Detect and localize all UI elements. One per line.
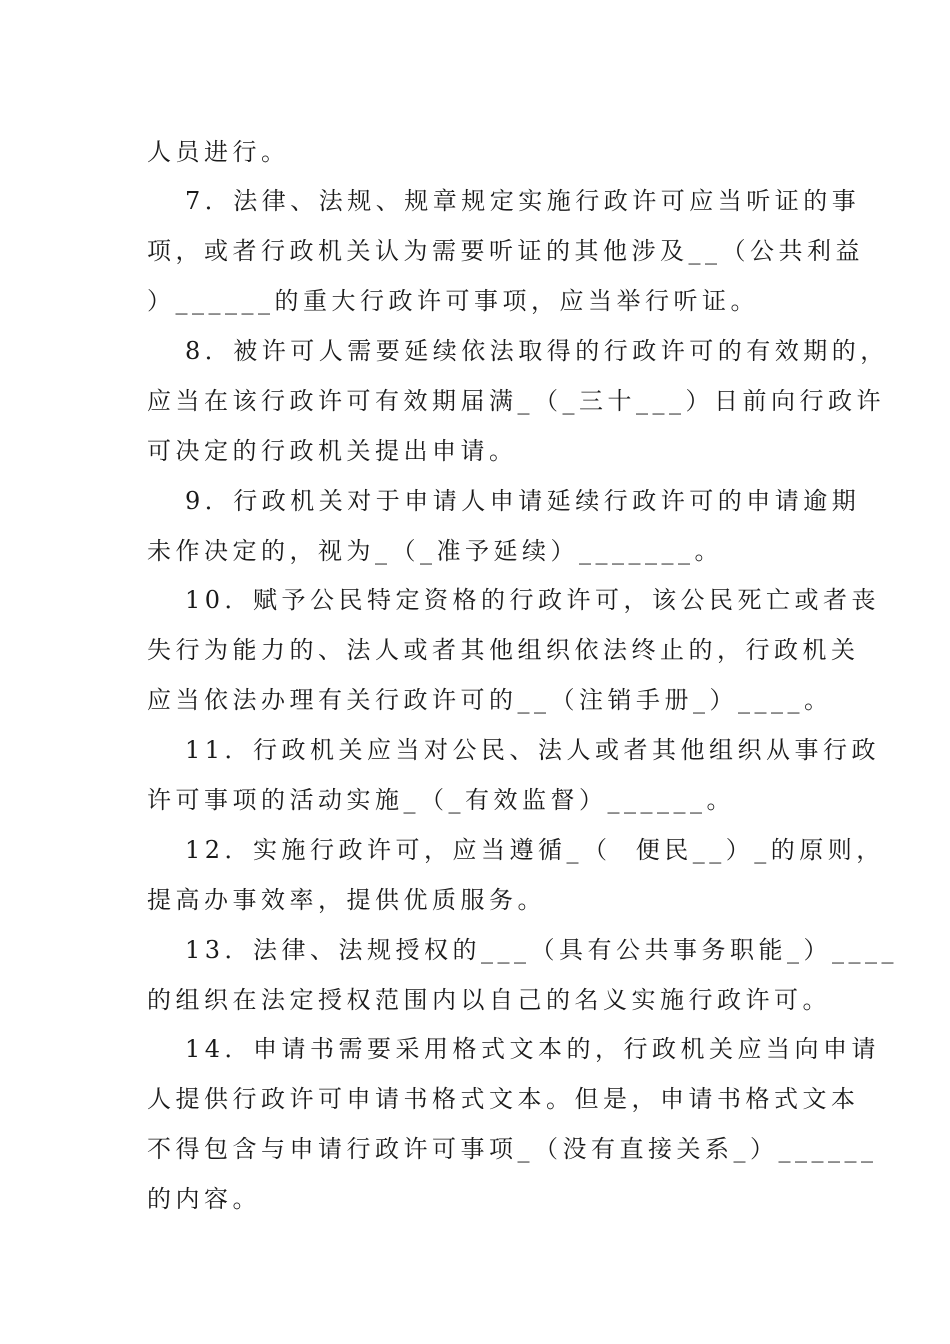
item-8-line-2: 应当在该行政许可有效期届满_（_三十___）日前向行政许: [147, 387, 885, 415]
item-7-line-1: 7．法律、法规、规章规定实施行政许可应当听证的事: [185, 187, 861, 215]
item-13-line-1: 13．法律、法规授权的___（具有公共事务职能_）____: [185, 936, 899, 964]
item-10-line-3: 应当依法办理有关行政许可的__（注销手册_）____。: [147, 686, 833, 714]
item-8-line-1: 8．被许可人需要延续依法取得的行政许可的有效期的，: [185, 337, 889, 365]
item-14-line-4: 的内容。: [147, 1185, 261, 1213]
item-14-line-1: 14．申请书需要采用格式文本的，行政机关应当向申请: [185, 1035, 881, 1063]
item-9-line-1: 9．行政机关对于申请人申请延续行政许可的申请逾期: [185, 487, 861, 515]
item-7-line-2: 项，或者行政机关认为需要听证的其他涉及__（公共利益: [147, 237, 864, 265]
item-11-line-1: 11．行政机关应当对公民、法人或者其他组织从事行政: [185, 736, 881, 764]
item-12-line-1: 12．实施行政许可，应当遵循_（ 便民__）_的原则，: [185, 836, 885, 864]
item-12-line-2: 提高办事效率，提供优质服务。: [147, 886, 546, 914]
item-7-line-3: ）______的重大行政许可事项，应当举行听证。: [147, 287, 759, 315]
item-11-line-2: 许可事项的活动实施_（_有效监督）______。: [147, 786, 735, 814]
item-8-line-3: 可决定的行政机关提出申请。: [147, 437, 518, 465]
item-9-line-2: 未作决定的，视为_（_准予延续）_______。: [147, 537, 723, 565]
text-line: 人员进行。: [147, 138, 290, 166]
item-13-line-2: 的组织在法定授权范围内以自己的名义实施行政许可。: [147, 986, 831, 1014]
item-14-line-3: 不得包含与申请行政许可事项_（没有直接关系_）______: [147, 1135, 878, 1163]
item-10-line-2: 失行为能力的、法人或者其他组织依法终止的，行政机关: [147, 636, 860, 664]
item-14-line-2: 人提供行政许可申请书格式文本。但是，申请书格式文本: [147, 1085, 860, 1113]
item-10-line-1: 10．赋予公民特定资格的行政许可，该公民死亡或者丧: [185, 586, 881, 614]
